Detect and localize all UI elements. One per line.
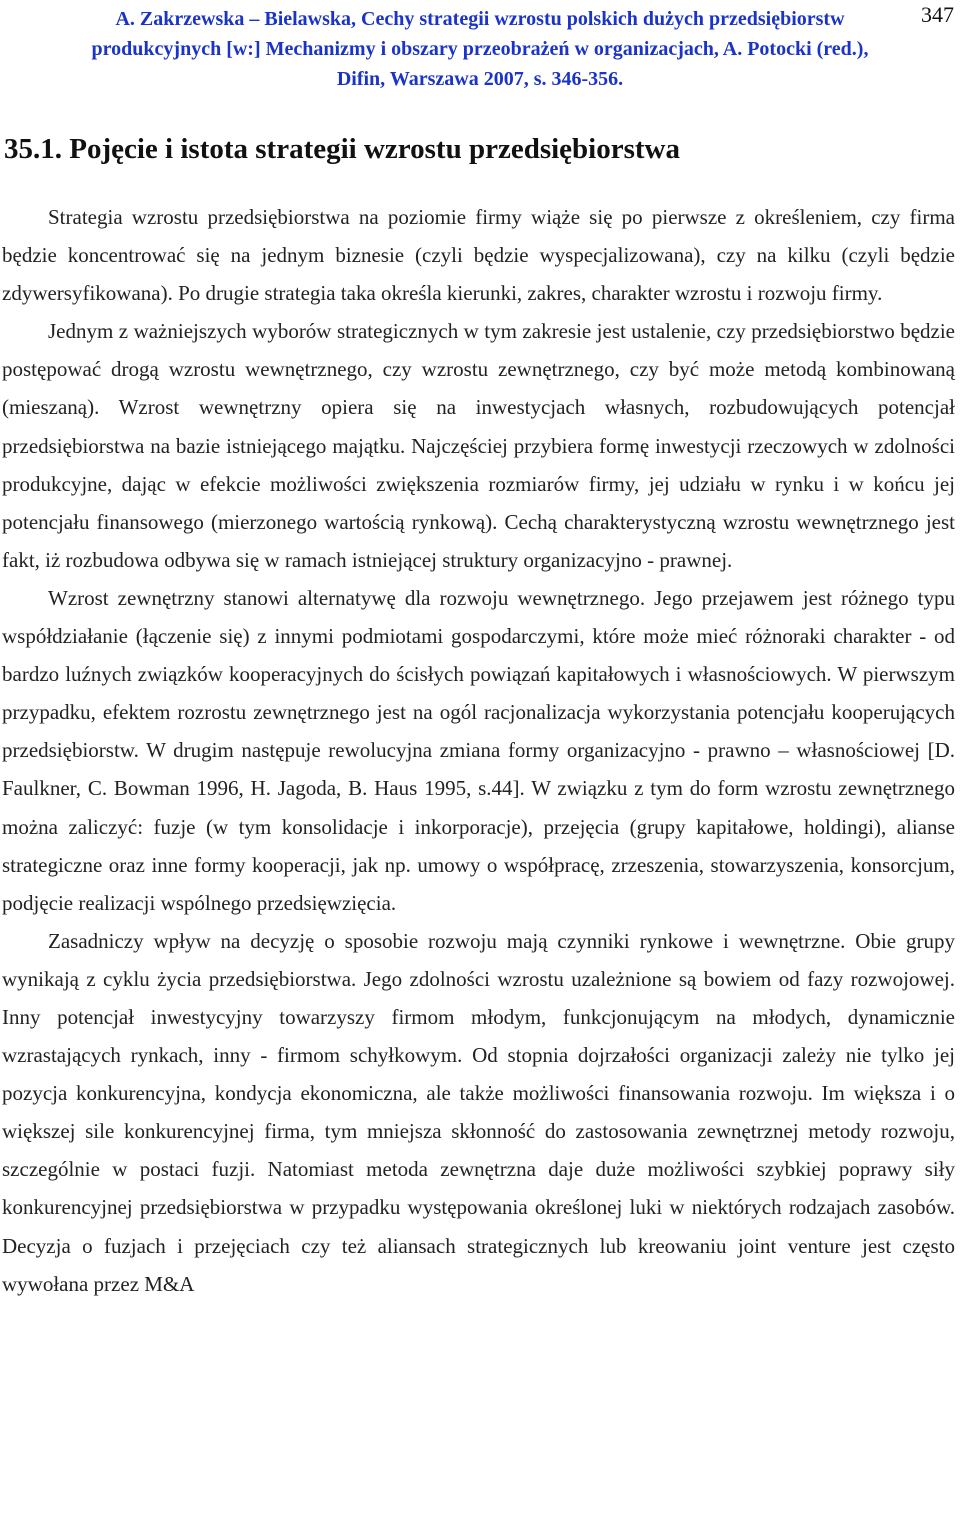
body-text	[2, 198, 955, 1303]
paragraph-3: Wzrost zewnętrzny stanowi alternatywę dla rozwoju wewnętrznego. Jego przejawem jest różnego typu współdziałanie (łączenie się) z innymi podmiotami gospodarczymi, które może mieć różnoraki charakter - od bardzo luźnych związków kooperacyjnych do ścisłych powiązań kapitałowych i własnościowych. W pierwszym przypadku, efektem rozrostu zewnętrznego jest na ogól racjonalizacja wykorzystania potencjału kooperujących przedsiębiorstw. W drugim następuje rewolucyjna zmiana formy organizacyjno - prawno – własnościowej [D. Faulkner, C. Bowman 1996, H. Jagoda, B. Haus 1995, s.44]. W związku z tym do form wzrostu zewnętrznego można zaliczyć: fuzje (w tym konsolidacje i inkorporacje), przejęcia (grupy kapitałowe, holdingi), alianse strategiczne oraz inne formy kooperacji, jak np. umowy o współpracę, zrzeszenia, stowarzyszenia, konsorcjum, podjęcie realizacji wspólnego przedsięwzięcia.	[2, 585, 955, 915]
citation-line-2: produkcyjnych [w:] Mechanizmy i obszary przeobrażeń w organizacjach, A. Potocki (red.),	[91, 38, 869, 60]
citation-line-3: Difin, Warszawa 2007, s. 346-356.	[336, 68, 624, 90]
section-heading: 35.1. Pojęcie i istota strategii wzrostu przedsiębiorstwa	[4, 133, 680, 165]
citation-header	[0, 4, 960, 94]
paragraph-1: Strategia wzrostu przedsiębiorstwa na poziomie firmy wiąże się po pierwsze z określeniem, czy firma będzie koncentrować się na jednym biznesie (czyli będzie wyspecjalizowana), czy na kilku (czyli będzie zdywersyfikowana). Po drugie strategia taka określa kierunki, zakres, charakter wzrostu i rozwoju firmy.	[2, 205, 955, 306]
citation-line-1: A. Zakrzewska – Bielawska, Cechy strategii wzrostu polskich dużych przedsiębiorstw	[115, 8, 845, 30]
paragraph-2: Jednym z ważniejszych wyborów strategicznych w tym zakresie jest ustalenie, czy przedsiębiorstwo będzie postępować drogą wzrostu wewnętrznego, czy wzrostu zewnętrznego, czy być może metodą kombinowaną (mieszaną). Wzrost wewnętrzny opiera się na inwestycjach własnych, rozbudowujących potencjał przedsiębiorstwa na bazie istniejącego majątku. Najczęściej przybiera formę inwestycji rzeczowych w zdolności produkcyjne, dając w efekcie możliwości zwiększenia rozmiarów firmy, jej udziału w rynku i w końcu jej potencjału finansowego (mierzonego wartością rynkową). Cechą charakterystyczną wzrostu wewnętrznego jest fakt, iż rozbudowa odbywa się w ramach istniejącej struktury organizacyjno - prawnej.	[2, 319, 955, 572]
page-number: 347	[921, 2, 954, 27]
paragraph-4: Zasadniczy wpływ na decyzję o sposobie rozwoju mają czynniki rynkowe i wewnętrzne. Obie grupy wynikają z cyklu życia przedsiębiorstwa. Jego zdolności wzrostu uzależnione są bowiem od fazy rozwojowej. Inny potencjał inwestycyjny towarzyszy firmom młodym, funkcjonującym na młodych, dynamicznie wzrastających rynkach, inny - firmom schyłkowym. Od stopnia dojrzałości organizacji zależy nie tylko jej pozycja konkurencyjna, kondycja ekonomiczna, ale także możliwości finansowania rozwoju. Im większa i o większej sile konkurencyjnej firma, tym mniejsza skłonność do zastosowania zewnętrznej metody rozwoju, szczególnie w postaci fuzji. Natomiast metoda zewnętrzna daje duże możliwości szybkiej poprawy siły konkurencyjnej przedsiębiorstwa w przypadku występowania określonej luki w niektórych rodzajach zasobów. Decyzja o fuzjach i przejęciach czy też aliansach strategicznych lub kreowaniu joint venture jest często wywołana przez M&A	[2, 928, 955, 1296]
